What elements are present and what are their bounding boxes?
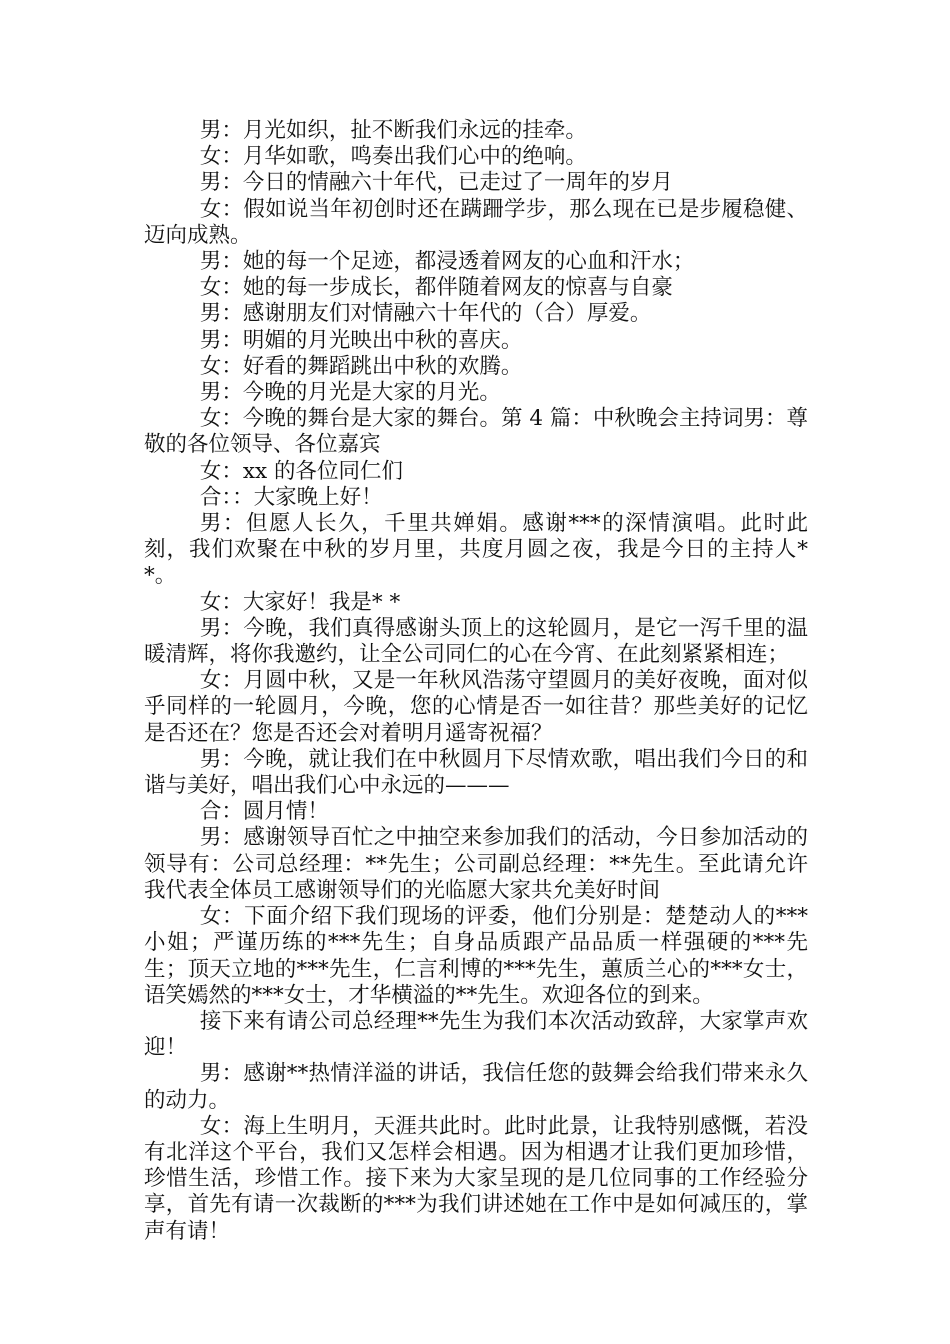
paragraph-8: 男：明媚的月光映出中秋的喜庆。 [199,327,523,353]
paragraph-15: 女：大家好！我是* * [199,589,401,615]
paragraph-2: 女：月华如歌，鸣奏出我们心中的绝响。 [199,144,587,170]
paragraph-20: 男：感谢领导百忙之中抽空来参加我们的活动，今日参加活动的领导有：公司总经理：**先生；公司副总经理：**先生。至此请允许我代表全体员工感谢领导们的光临愿大家共允美好时间 [144,825,808,903]
paragraph-7: 男：感谢朋友们对情融六十年代的（合）厚爱。 [199,301,652,327]
paragraph-21: 女：下面介绍下我们现场的评委，他们分别是：楚楚动人的***小姐；严谨历练的***先生；自身品质跟产品品质一样强硬的***先生；顶天立地的***先生，仁言利博的***先生，蕙质兰心的***女士，语笑嫣然的***女士，才华横溢的**先生。欢迎各位的到来。 [144,904,808,1008]
paragraph-14: 男：但愿人长久，千里共婵娟。感谢***的深情演唱。此时此刻，我们欢聚在中秋的岁月里，共度月圆之夜，我是今日的主持人**。 [144,511,808,589]
paragraph-10: 男：今晚的月光是大家的月光。 [199,380,501,406]
paragraph-12: 女：xx 的各位同仁们 [199,458,403,484]
paragraph-19: 合：圆月情！ [199,799,329,825]
paragraph-13: 合：：大家晚上好！ [199,484,383,510]
paragraph-1: 男：月光如织，扯不断我们永远的挂牵。 [199,118,587,143]
paragraph-9: 女：好看的舞蹈跳出中秋的欢腾。 [199,353,523,379]
paragraph-16: 男：今晚，我们真得感谢头顶上的这轮圆月，是它一泻千里的温暖清辉，将你我邀约，让全公司同仁的心在今宵、在此刻紧紧相连； [144,615,808,668]
paragraph-18: 男：今晚，就让我们在中秋圆月下尽情欢歌，唱出我们今日的和谐与美好，唱出我们心中永远的——— [144,746,808,799]
paragraph-22: 接下来有请公司总经理**先生为我们本次活动致辞，大家掌声欢迎！ [144,1008,808,1061]
document-body [144,118,808,1245]
paragraph-17: 女：月圆中秋，又是一年秋风浩荡守望圆月的美好夜晚，面对似乎同样的一轮圆月，今晚，您的心情是否一如往昔？那些美好的记忆是否还在？您是否还会对着明月遥寄祝福？ [144,668,808,746]
paragraph-3: 男：今日的情融六十年代，已走过了一周年的岁月 [199,170,673,196]
paragraph-24: 女：海上生明月，天涯共此时。此时此景，让我特别感慨，若没有北洋这个平台，我们又怎样会相遇。因为相遇才让我们更加珍惜，珍惜生活，珍惜工作。接下来为大家呈现的是几位同事的工作经验分享，首先有请一次裁断的***为我们讲述她在工作中是如何减压的，掌声有请！ [144,1113,808,1244]
paragraph-4: 女：假如说当年初创时还在蹒跚学步，那么现在已是步履稳健、迈向成熟。 [144,196,808,248]
paragraph-11: 女：今晚的舞台是大家的舞台。第 4 篇：中秋晚会主持词男：尊敬的各位领导、各位嘉宾 [144,406,808,458]
paragraph-5: 男：她的每一个足迹，都浸透着网友的心血和汗水； [199,249,695,275]
paragraph-6: 女：她的每一步成长，都伴随着网友的惊喜与自豪 [199,275,673,301]
paragraph-23: 男：感谢**热情洋溢的讲话，我信任您的鼓舞会给我们带来永久的动力。 [144,1061,808,1113]
